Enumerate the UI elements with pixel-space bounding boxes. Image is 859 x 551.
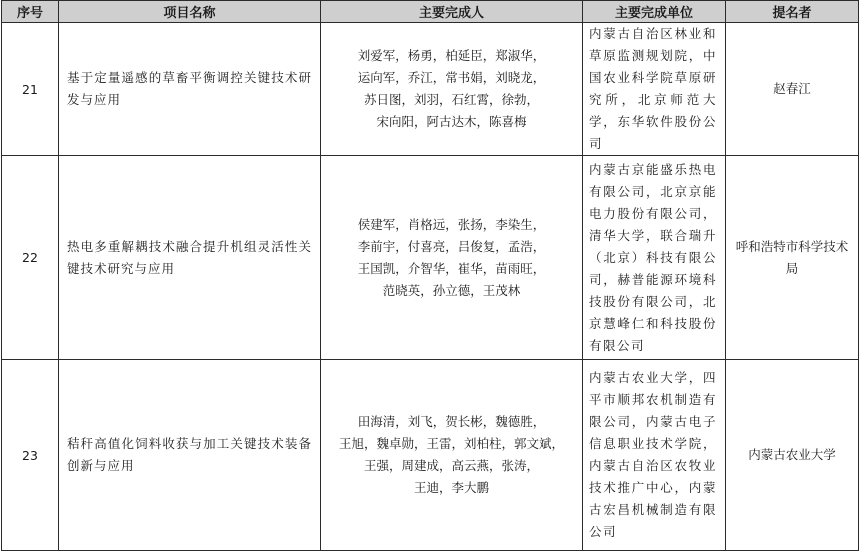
header-people: 主要完成人 bbox=[321, 1, 583, 23]
contributors-line: 王迪，李大鹏 bbox=[413, 480, 489, 495]
nominator: 内蒙古农业大学 bbox=[726, 360, 859, 551]
contributors-line: 王旭，魏卓勋，王雷，刘柏柱，郭文斌， bbox=[338, 436, 564, 451]
header-nominator: 提名者 bbox=[726, 1, 859, 23]
project-name: 热电多重解耦技术融合提升机组灵活性关键技术研究与应用 bbox=[59, 156, 321, 360]
contributors-line: 范晓英，孙立德，王茂林 bbox=[382, 282, 521, 298]
header-project: 项目名称 bbox=[59, 1, 321, 23]
contributors-line: 侯建军，肖格远，张扬，李染生， bbox=[357, 216, 546, 232]
contributors-line: 田海清，刘飞，贺长彬，魏德胜， bbox=[357, 414, 546, 429]
contributors-line: 苏日图，刘羽，石红霄，徐勃， bbox=[363, 92, 539, 107]
header-index: 序号 bbox=[2, 1, 59, 23]
contributors-line: 宋向阳，阿古达木，陈喜梅 bbox=[376, 114, 527, 129]
awards-table bbox=[1, 0, 859, 551]
nominator: 呼和浩特市科学技术局 bbox=[726, 156, 859, 360]
table-row bbox=[2, 156, 859, 360]
row-index: 22 bbox=[2, 156, 59, 360]
header-units: 主要完成单位 bbox=[583, 1, 726, 23]
completing-units: 内蒙古农业大学，四平市顺邦农机制造有限公司，内蒙古电子信息职业技术学院，内蒙古自治区农牧业技术推广中心，内蒙古宏昌机械制造有限公司 bbox=[583, 360, 726, 551]
table-row bbox=[2, 23, 859, 156]
contributors-line: 王国凯，介智华，崔华，苗雨旺， bbox=[357, 260, 546, 276]
table-row bbox=[2, 360, 859, 551]
row-index: 23 bbox=[2, 360, 59, 551]
project-name: 基于定量遥感的草畜平衡调控关键技术研发与应用 bbox=[59, 23, 321, 156]
main-contributors bbox=[321, 23, 583, 156]
main-contributors bbox=[321, 360, 583, 551]
project-name: 秸秆高值化饲料收获与加工关键技术装备创新与应用 bbox=[59, 360, 321, 551]
row-index: 21 bbox=[2, 23, 59, 156]
contributors-line: 运向军，乔江，常书娟，刘晓龙， bbox=[357, 70, 546, 85]
header-row bbox=[2, 1, 859, 23]
main-contributors bbox=[321, 156, 583, 360]
contributors-line: 刘爱军，杨勇，柏延臣，郑淑华， bbox=[357, 48, 546, 63]
completing-units: 内蒙古自治区林业和草原监测规划院，中国农业科学院草原研究所，北京师范大学，东华软件股份公司 bbox=[583, 23, 726, 156]
contributors-line: 王强，周建成，高云燕，张涛， bbox=[363, 458, 539, 473]
contributors-line: 李前宇，付喜亮，吕俊复，孟浩， bbox=[357, 238, 546, 254]
nominator: 赵春江 bbox=[726, 23, 859, 156]
completing-units: 内蒙古京能盛乐热电有限公司，北京京能电力股份有限公司，清华大学，联合瑞升（北京）科技有限公司，赫普能源环境科技股份有限公司，北京慧峰仁和科技股份有限公司 bbox=[583, 156, 726, 360]
